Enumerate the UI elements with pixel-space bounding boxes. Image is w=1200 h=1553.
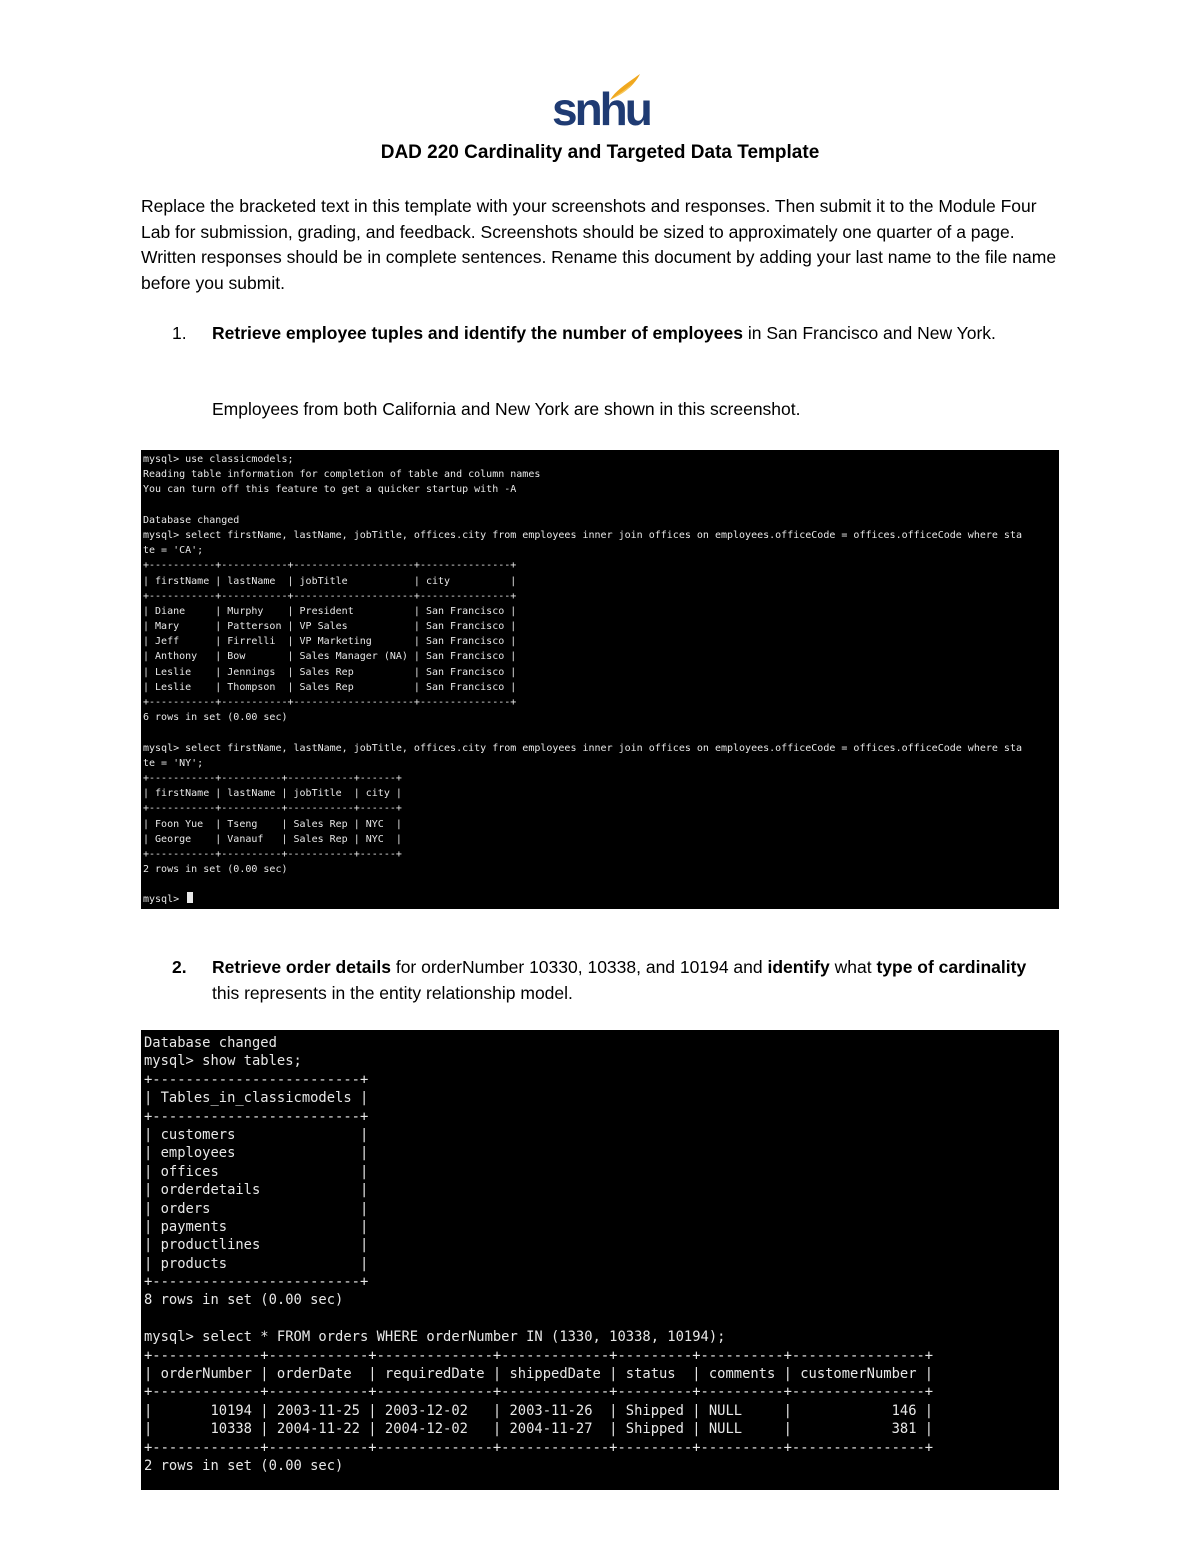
terminal-line: | orderdetails | [144, 1182, 369, 1199]
terminal-line: +-------------------------+ [144, 1108, 369, 1125]
terminal-line: | orders | [144, 1200, 369, 1217]
question-number: 1. [172, 323, 187, 343]
terminal-line: +-------------------------+ [144, 1071, 369, 1088]
terminal-line: Database changed [143, 514, 240, 526]
terminal-line: +-----------+-----------+--------------------+---------------+ [143, 560, 517, 572]
terminal-line: +-----------+----------+-----------+------+ [143, 848, 402, 860]
terminal-line: mysql> select firstName, lastName, jobTitle, offices.city from employees inner join offices on employees.officeCode = offices.officeCode where sta [143, 529, 1022, 541]
question-2 [172, 955, 1052, 1006]
terminal-line: | firstName | lastName | jobTitle | city | [143, 575, 517, 587]
question-text: what [829, 957, 877, 977]
terminal-line: | orderNumber | orderDate | requiredDate | shippedDate | status | comments | customerNumber | [144, 1366, 934, 1383]
terminal-line: | Tables_in_classicmodels | [144, 1090, 369, 1107]
terminal-line: You can turn off this feature to get a quicker startup with -A [143, 484, 517, 496]
terminal-line: +-------------+------------+--------------+-------------+---------+----------+----------------+ [144, 1439, 934, 1456]
terminal-line: | Jeff | Firrelli | VP Marketing | San Francisco | [143, 636, 517, 648]
terminal-screenshot-2 [141, 1030, 1059, 1490]
terminal-line: +-------------------------+ [144, 1274, 369, 1291]
terminal-line: | firstName | lastName | jobTitle | city | [143, 788, 402, 800]
question-bold-text: identify [767, 957, 830, 977]
terminal-line: te = 'NY'; [143, 757, 204, 769]
question-text: for orderNumber 10330, 10338, and 10194 and [390, 957, 768, 977]
terminal-line [143, 877, 1059, 892]
terminal-line: | productlines | [144, 1237, 369, 1254]
document-title: DAD 220 Cardinality and Targeted Data Template [380, 142, 820, 163]
terminal-line: mysql> select firstName, lastName, jobTitle, offices.city from employees inner join offices on employees.officeCode = offices.officeCode where sta [143, 742, 1022, 754]
question-text: in San Francisco and New York. [742, 323, 996, 343]
question-bold-text: Retrieve employee tuples and identify the number of employees [212, 323, 743, 343]
terminal-line: | offices | [144, 1163, 369, 1180]
terminal-line [143, 498, 1059, 513]
terminal-line: | payments | [144, 1218, 369, 1235]
terminal-line: +-----------+-----------+--------------------+---------------+ [143, 590, 517, 602]
terminal-line [143, 725, 1059, 740]
terminal-line: | Leslie | Jennings | Sales Rep | San Francisco | [143, 666, 517, 678]
terminal-line: +-------------+------------+--------------+-------------+---------+----------+----------------+ [144, 1384, 934, 1401]
terminal-line: | Foon Yue | Tseng | Sales Rep | NYC | [143, 818, 402, 830]
terminal-screenshot-1 [141, 450, 1059, 909]
terminal-line: Database changed [144, 1035, 277, 1051]
terminal-line: mysql> use classicmodels; [143, 454, 294, 465]
terminal-line: | employees | [144, 1145, 369, 1162]
cursor-icon [187, 892, 193, 903]
terminal-line: mysql> show tables; [144, 1053, 302, 1070]
terminal-line: +-----------+-----------+--------------------+---------------+ [143, 697, 517, 708]
terminal-line: | Mary | Patterson | VP Sales | San Francisco | [143, 621, 517, 633]
question-text: this represents in the entity relationship model. [212, 982, 573, 1003]
terminal-line: 6 rows in set (0.00 sec) [143, 712, 288, 724]
instructions-paragraph: Replace the bracketed text in this template with your screenshots and responses. Then submit it to the Module Four Lab for submission, grading, and feedback. Screenshots should be sized to approximately one quarter of a page. Written responses should be in complete sentences. Rename this document by adding your last name to the file name before you submit. [141, 196, 1057, 293]
snhu-logo [552, 72, 648, 134]
terminal-line: mysql> [143, 892, 1059, 907]
terminal-line: +-------------+------------+--------------+-------------+---------+----------+----------------+ [144, 1347, 934, 1364]
logo-wordmark: snhu [552, 83, 650, 135]
terminal-line: mysql> select * FROM orders WHERE orderNumber IN (1330, 10338, 10194); [144, 1329, 726, 1346]
terminal-line: te = 'CA'; [143, 545, 204, 557]
terminal-line: +-----------+----------+-----------+------+ [143, 772, 402, 784]
terminal-line: | Anthony | Bow | Sales Manager (NA) | San Francisco | [143, 651, 517, 663]
question-bold-text: Retrieve order details [212, 957, 391, 977]
question-1 [172, 321, 1052, 347]
terminal-line: | 10338 | 2004-11-22 | 2004-12-02 | 2004-11-27 | Shipped | NULL | 381 | [144, 1421, 934, 1438]
terminal-line: | George | Vanauf | Sales Rep | NYC | [143, 833, 402, 845]
terminal-line: Reading table information for completion of table and column names [143, 469, 541, 481]
terminal-line: 2 rows in set (0.00 sec) [144, 1457, 344, 1474]
terminal-line: | products | [144, 1255, 369, 1272]
terminal-line: | Leslie | Thompson | Sales Rep | San Francisco | [143, 681, 517, 693]
terminal-line: | Diane | Murphy | President | San Francisco | [143, 605, 517, 617]
question-number: 2. [172, 957, 187, 977]
terminal-line: +-----------+----------+-----------+------+ [143, 803, 402, 815]
terminal-line [144, 1310, 1059, 1328]
question-bold-text: type of cardinality [876, 957, 1027, 977]
terminal-line: 8 rows in set (0.00 sec) [144, 1292, 344, 1309]
terminal-line: | customers | [144, 1126, 369, 1143]
terminal-line: | 10194 | 2003-11-25 | 2003-12-02 | 2003-11-26 | Shipped | NULL | 146 | [144, 1402, 934, 1419]
terminal-line: 2 rows in set (0.00 sec) [143, 864, 288, 876]
answer-1: Employees from both California and New York are shown in this screenshot. [212, 399, 801, 419]
